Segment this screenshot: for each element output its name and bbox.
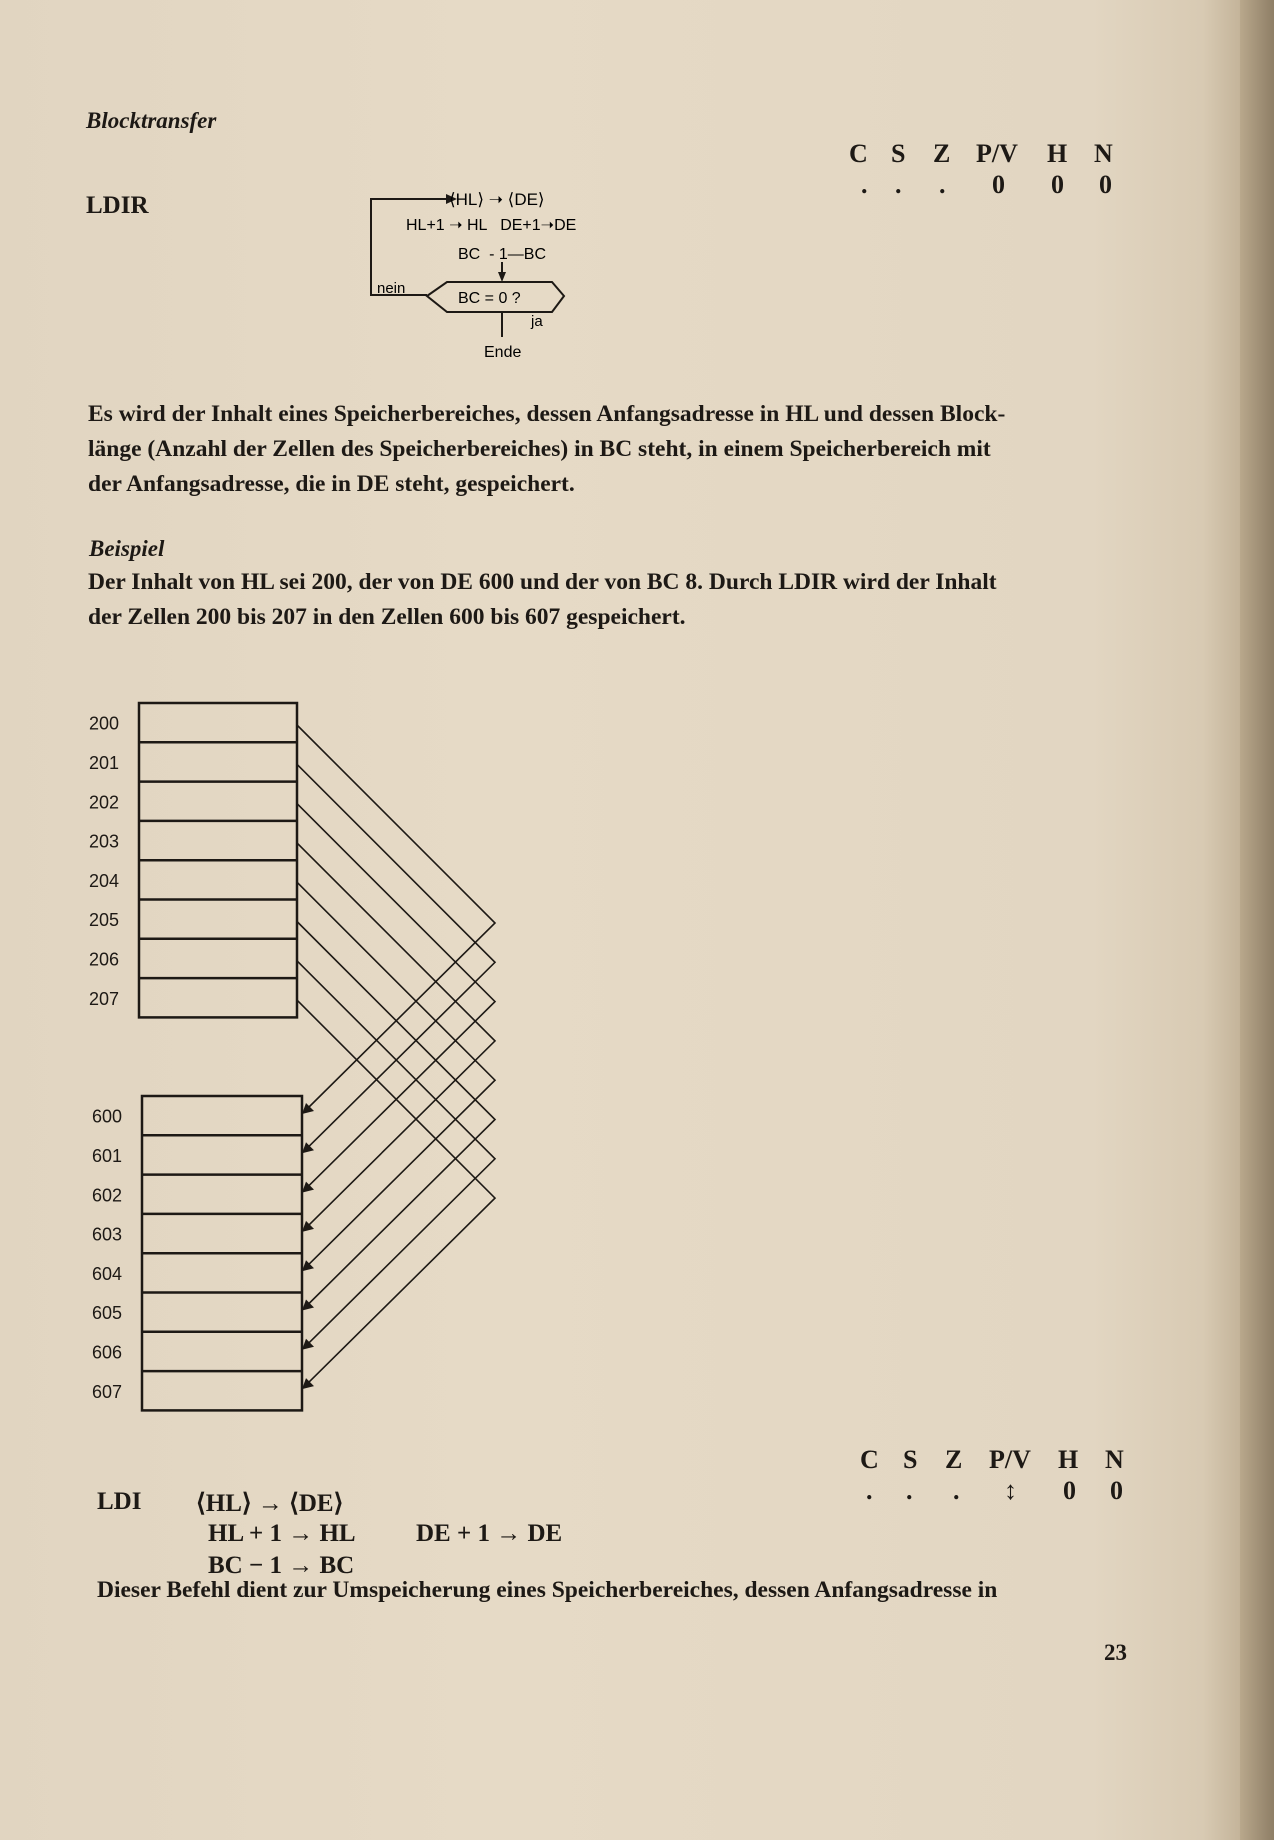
ldi-flag-pv-value: ↕ — [1004, 1476, 1017, 1505]
ldi-step-1: ⟨HL⟩ → ⟨DE⟩ — [196, 1490, 344, 1517]
ldi-step-2a: HL + 1 → HL — [208, 1520, 356, 1547]
ldir-flag-s-value: . — [895, 170, 902, 199]
ldir-flag-pv-header: P/V — [976, 139, 1018, 168]
paragraph1-line-2: länge (Anzahl der Zellen des Speicherbereiches) in BC steht, in einem Speicherbereich mit — [88, 436, 991, 462]
ldi-step-2b: DE + 1 → DE — [416, 1520, 563, 1547]
source-cell-label: 204 — [89, 870, 120, 891]
source-cell-label: 205 — [89, 910, 120, 931]
target-cell-label: 605 — [92, 1303, 123, 1324]
continuation-text: Dieser Befehl dient zur Umspeicherung eines Speicherbereiches, dessen Anfangsadresse in — [97, 1577, 998, 1603]
ldir-flag-h-value: 0 — [1051, 170, 1064, 199]
flow-yes-label: ja — [531, 313, 543, 330]
target-cell-label: 607 — [92, 1381, 123, 1402]
ldir-flag-n-value: 0 — [1099, 170, 1112, 199]
ldi-step-3: BC − 1 → BC — [208, 1552, 355, 1579]
ldi-mnemonic: LDI — [97, 1488, 142, 1515]
source-cell-label: 200 — [89, 713, 120, 734]
source-cell-label: 207 — [89, 988, 120, 1009]
flow-end-label: Ende — [484, 344, 522, 361]
section-title: Blocktransfer — [86, 108, 217, 133]
ldi-flag-s-value: . — [906, 1476, 913, 1505]
target-cell-label: 601 — [92, 1145, 123, 1166]
example-heading: Beispiel — [89, 536, 165, 561]
ldir-flag-c-header: C — [849, 139, 868, 168]
flow-no-label: nein — [377, 280, 406, 297]
ldi-flag-h-header: H — [1058, 1445, 1079, 1474]
ldir-flag-z-header: Z — [933, 139, 951, 168]
flow-step-2: HL+1 ➝ HL DE+1➝DE — [406, 217, 577, 234]
ldi-flag-c-header: C — [860, 1445, 879, 1474]
source-cell-label: 203 — [89, 831, 120, 852]
page-number: 23 — [1104, 1640, 1127, 1665]
source-cell-label: 206 — [89, 949, 120, 970]
target-cell-label: 603 — [92, 1224, 123, 1245]
ldir-flag-h-header: H — [1047, 139, 1068, 168]
paragraph2-line-2: der Zellen 200 bis 207 in den Zellen 600 bis 607 gespeichert. — [88, 604, 686, 630]
paragraph2-line-1: Der Inhalt von HL sei 200, der von DE 600 und der von BC 8. Durch LDIR wird der Inhalt — [88, 569, 997, 595]
ldir-flag-pv-value: 0 — [992, 170, 1005, 199]
ldir-mnemonic: LDIR — [86, 192, 149, 219]
paragraph1-line-3: der Anfangsadresse, die in DE steht, gespeichert. — [88, 471, 575, 497]
paragraph1-line-1: Es wird der Inhalt eines Speicherbereiches, dessen Anfangsadresse in HL und dessen Block- — [88, 401, 1006, 427]
ldi-flag-s-header: S — [903, 1445, 918, 1474]
target-cell-label: 600 — [92, 1106, 123, 1127]
target-cell-label: 604 — [92, 1263, 123, 1284]
target-cell-label: 602 — [92, 1185, 123, 1206]
source-cell-label: 201 — [89, 752, 120, 773]
ldi-flag-z-value: . — [953, 1476, 960, 1505]
ldi-flag-z-header: Z — [945, 1445, 963, 1474]
ldi-flag-pv-header: P/V — [989, 1445, 1031, 1474]
target-cell-label: 606 — [92, 1342, 123, 1363]
ldi-flag-n-value: 0 — [1110, 1476, 1123, 1505]
ldi-flag-n-header: N — [1105, 1445, 1124, 1474]
source-cell-label: 202 — [89, 792, 120, 813]
ldi-flag-c-value: . — [866, 1476, 873, 1505]
ldi-flag-h-value: 0 — [1063, 1476, 1076, 1505]
ldir-flag-c-value: . — [861, 170, 868, 199]
ldir-flag-n-header: N — [1094, 139, 1113, 168]
ldir-flag-z-value: . — [939, 170, 946, 199]
flow-decision: BC = 0 ? — [458, 290, 521, 307]
ldir-flag-s-header: S — [891, 139, 906, 168]
flow-step-1: ⟨HL⟩ ➝ ⟨DE⟩ — [449, 190, 545, 209]
flow-step-3: BC - 1—BC — [458, 246, 547, 263]
